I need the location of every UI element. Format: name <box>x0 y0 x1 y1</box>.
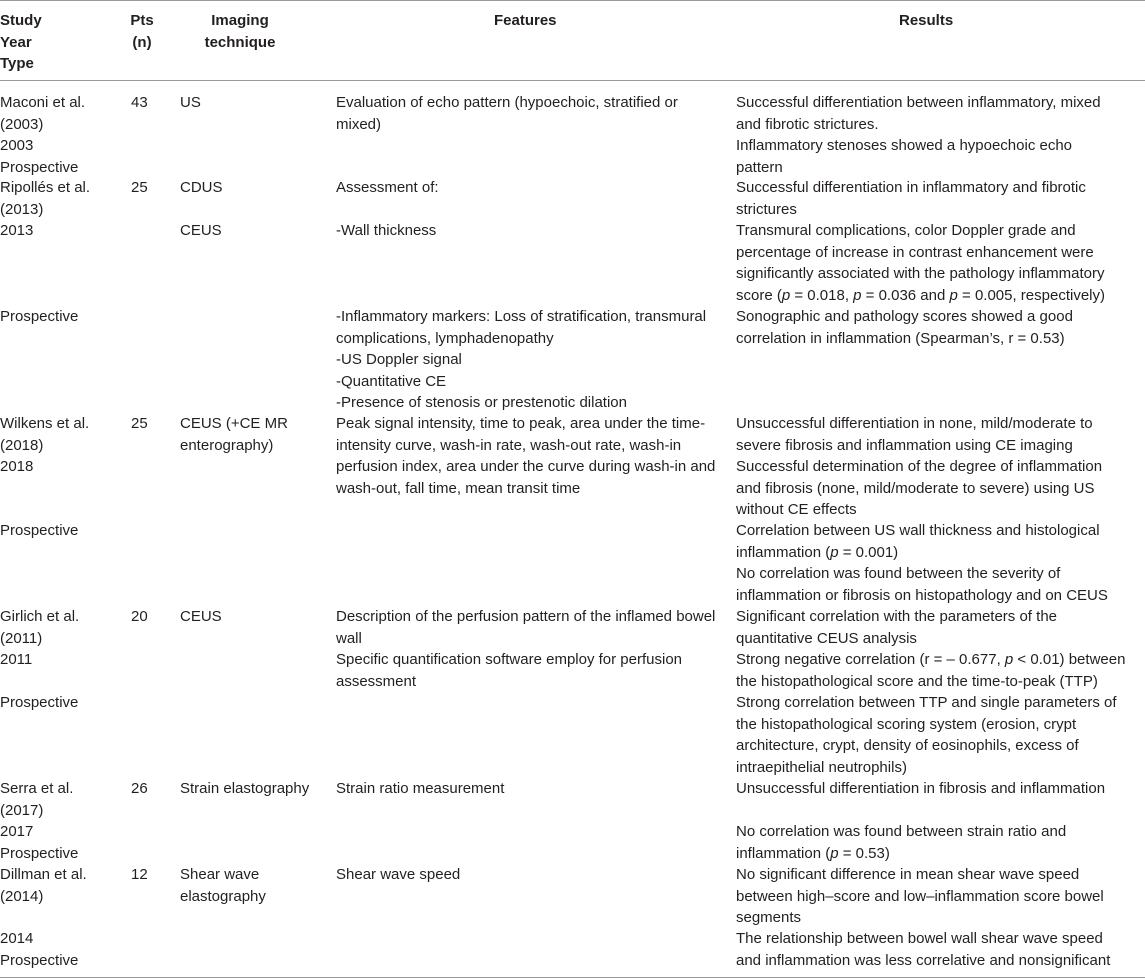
header-features: Features <box>494 12 557 29</box>
row-serra-results-a <box>736 778 1105 800</box>
row-girlich-imaging <box>180 606 222 628</box>
study-line: Serra et al. <box>0 780 74 797</box>
text-run: = 0.005, respectively) <box>957 286 1106 304</box>
study-line: 2014 <box>0 930 34 947</box>
results-line: Strong correlation between TTP and single parameters of <box>736 694 1117 711</box>
row-ripolles-imaging-2: CEUS <box>180 222 222 239</box>
features-line: -Inflammatory markers: Loss of stratification, transmural <box>336 308 707 325</box>
text-run: Strong negative correlation (r = – 0.677, <box>736 651 1005 668</box>
features-line: perfusion index, area under the curve during wash-in and <box>336 458 716 475</box>
results-line: between high–score and low–inflammation score bowel <box>736 887 1104 905</box>
text-run: = 0.036 and <box>861 286 950 304</box>
row-dillman-features <box>336 864 460 886</box>
features-line: -Quantitative CE <box>336 372 447 390</box>
row-ripolles-pts: 25 <box>131 179 148 196</box>
header-bottom-rule <box>0 80 1145 81</box>
header-pts <box>122 10 162 53</box>
features-line: Peak signal intensity, time to peak, area under the time- <box>336 415 706 432</box>
results-line: Successful differentiation in inflammatory and fibrotic <box>736 179 1086 196</box>
row-ripolles-features-a <box>336 177 439 199</box>
study-line: 2003 <box>0 137 34 154</box>
imaging-line: CEUS (+CE MR <box>180 415 288 432</box>
study-line: (2003) <box>0 115 44 133</box>
row-ripolles-features-b <box>336 220 436 242</box>
row-ripolles-study-type: Prospective <box>0 308 79 325</box>
results-line: Transmural complications, color Doppler grade and <box>736 222 1076 239</box>
row-maconi-features <box>336 92 678 135</box>
row-maconi-results <box>736 92 1101 178</box>
row-ripolles-results-c <box>736 306 1073 349</box>
p-symbol: p <box>1004 651 1014 668</box>
row-wilkens-study <box>0 413 89 478</box>
results-line: Correlation between US wall thickness and histological <box>736 522 1100 539</box>
text-run: score ( <box>736 286 782 304</box>
header-study-line: Year <box>0 33 32 51</box>
header-imaging <box>180 10 300 53</box>
text-run: < 0.01) between <box>1013 651 1126 668</box>
results-line <box>736 285 1105 307</box>
row-wilkens-study-type: Prospective <box>0 522 79 539</box>
features-line: -Wall thickness <box>336 222 437 239</box>
row-girlich-pts: 20 <box>131 608 148 625</box>
study-line: Girlich et al. <box>0 608 80 625</box>
study-line: (2018) <box>0 436 44 454</box>
features-line: Description of the perfusion pattern of the inflamed bowel <box>336 608 716 625</box>
header-imaging-line: technique <box>204 33 276 51</box>
results-line: segments <box>736 909 802 926</box>
row-wilkens-imaging <box>180 413 288 456</box>
study-line: (2011) <box>0 629 43 647</box>
row-serra-pts: 26 <box>131 780 148 797</box>
row-girlich-study <box>0 606 79 671</box>
results-line: and inflammation was less correlative and nonsignificant <box>736 951 1111 969</box>
results-line: Unsuccessful differentiation in none, mild/moderate to <box>736 415 1093 432</box>
row-maconi-pts: 43 <box>131 94 148 111</box>
results-line: correlation in inflammation (Spearman’s, r = 0.53) <box>736 329 1065 347</box>
results-line: without CE effects <box>736 501 857 518</box>
text-run: = 0.001) <box>838 543 899 561</box>
header-study-line: Type <box>0 55 34 72</box>
results-line: severe fibrosis and inflammation using CE imaging <box>736 436 1073 454</box>
features-line: -Presence of stenosis or prestenotic dilation <box>336 394 627 411</box>
row-serra-features <box>336 778 504 800</box>
features-line: wash-out, fall time, mean transit time <box>336 479 581 497</box>
row-serra-imaging <box>180 778 309 800</box>
study-line: 2017 <box>0 823 34 840</box>
features-line: wall <box>336 629 362 647</box>
results-line: significantly associated with the pathology inflammatory <box>736 265 1105 282</box>
row-ripolles-study <box>0 177 90 242</box>
row-serra-study <box>0 778 78 864</box>
results-line: percentage of increase in contrast enhancement were <box>736 243 1094 261</box>
results-line: quantitative CEUS analysis <box>736 629 917 647</box>
study-line: (2014) <box>0 887 44 905</box>
row-serra-results-b <box>736 821 1066 864</box>
row-dillman-study <box>0 864 87 907</box>
row-girlich-features-b <box>336 649 682 692</box>
results-line: architecture, crypt, density of eosinophils, excess of <box>736 737 1079 754</box>
row-girlich-results <box>736 606 1125 778</box>
row-dillman-pts: 12 <box>131 866 148 883</box>
results-line: Unsuccessful differentiation in fibrosis and inflammation <box>736 780 1106 797</box>
row-wilkens-pts: 25 <box>131 415 148 432</box>
text-run: = 0.018, <box>790 286 854 304</box>
study-line: Ripollés et al. <box>0 179 91 196</box>
results-line: Successful differentiation between inflammatory, mixed <box>736 94 1101 111</box>
table-top-rule <box>0 0 1145 1</box>
study-line: 2013 <box>0 222 34 239</box>
results-line: strictures <box>736 200 797 218</box>
header-imaging-line: Imaging <box>211 12 269 29</box>
study-line: 2018 <box>0 458 34 475</box>
results-line <box>736 542 1108 564</box>
row-wilkens-results-a <box>736 413 1102 521</box>
table-bottom-rule <box>0 977 1145 978</box>
results-line: pattern <box>736 158 783 176</box>
features-line: mixed) <box>336 115 382 133</box>
header-pts-line: (n) <box>132 33 152 51</box>
study-line: (2017) <box>0 801 44 819</box>
results-line: No correlation was found between the severity of <box>736 565 1061 582</box>
results-line <box>736 649 1125 671</box>
results-line: Successful determination of the degree of inflammation <box>736 458 1103 475</box>
study-line: Maconi et al. <box>0 94 86 111</box>
header-results: Results <box>899 12 954 29</box>
features-line: Shear wave speed <box>336 866 461 883</box>
features-line: Strain ratio measurement <box>336 780 505 797</box>
study-line: Prospective <box>0 951 79 969</box>
p-symbol: p <box>830 543 839 561</box>
results-line: The relationship between bowel wall shear wave speed <box>736 930 1103 947</box>
header-study-line: Study <box>0 12 42 29</box>
row-dillman-study-year-type <box>0 928 78 971</box>
results-line: No significant difference in mean shear wave speed <box>736 866 1080 883</box>
results-line: inflammation or fibrosis on histopathology and on CEUS <box>736 586 1108 604</box>
text-run: = 0.53) <box>838 844 890 862</box>
row-ripolles-imaging-1: CDUS <box>180 179 223 196</box>
header-study <box>0 10 42 75</box>
study-line: Prospective <box>0 158 79 176</box>
features-line: assessment <box>336 672 417 690</box>
features-line: Assessment of: <box>336 179 439 196</box>
row-wilkens-results-b <box>736 520 1108 606</box>
row-dillman-imaging <box>180 864 266 907</box>
text-run: inflammation ( <box>736 543 831 561</box>
row-girlich-features-a <box>336 606 715 649</box>
results-line: No correlation was found between strain ratio and <box>736 823 1067 840</box>
results-line: Sonographic and pathology scores showed a good <box>736 308 1073 325</box>
features-line: Specific quantification software employ for perfusion <box>336 651 683 668</box>
study-line: Wilkens et al. <box>0 415 90 432</box>
study-line: 2011 <box>0 651 33 668</box>
text-run: inflammation ( <box>736 844 831 862</box>
row-ripolles-features-c <box>336 306 706 414</box>
results-line: intraepithelial neutrophils) <box>736 758 907 776</box>
study-line: (2013) <box>0 200 44 218</box>
imaging-line: elastography <box>180 887 266 905</box>
results-line: and fibrosis (none, mild/moderate to severe) using US <box>736 479 1095 497</box>
study-line: Prospective <box>0 844 79 862</box>
results-line <box>736 843 1066 865</box>
p-symbol: p <box>949 286 958 304</box>
features-line: -US Doppler signal <box>336 351 462 368</box>
row-wilkens-features <box>336 413 715 499</box>
row-maconi-imaging <box>180 92 201 114</box>
p-symbol: p <box>781 286 791 304</box>
results-line: Inflammatory stenoses showed a hypoechoic echo <box>736 137 1073 154</box>
results-line: the histopathological score and the time-to-peak (TTP) <box>736 672 1098 690</box>
imaging-line: Strain elastography <box>180 780 310 797</box>
study-line: Dillman et al. <box>0 866 87 883</box>
imaging-line: enterography) <box>180 436 274 454</box>
features-line: Evaluation of echo pattern (hypoechoic, stratified or <box>336 94 678 111</box>
features-line: intensity curve, wash-in rate, wash-out rate, wash-in <box>336 436 682 454</box>
header-pts-line: Pts <box>130 12 154 29</box>
p-symbol: p <box>830 844 839 862</box>
results-line: and fibrotic strictures. <box>736 115 879 133</box>
imaging-line: US <box>180 94 201 111</box>
row-dillman-results-b <box>736 928 1110 971</box>
row-dillman-results-a <box>736 864 1104 929</box>
row-maconi-study <box>0 92 85 178</box>
row-ripolles-results-a <box>736 177 1086 220</box>
imaging-line: CEUS <box>180 608 222 625</box>
results-line: Significant correlation with the parameters of the <box>736 608 1057 625</box>
imaging-line: Shear wave <box>180 866 260 883</box>
row-girlich-study-type: Prospective <box>0 694 79 711</box>
p-symbol: p <box>853 286 862 304</box>
row-ripolles-results-b <box>736 220 1105 306</box>
features-line: complications, lymphadenopathy <box>336 329 554 347</box>
results-line: the histopathological scoring system (erosion, crypt <box>736 715 1077 733</box>
